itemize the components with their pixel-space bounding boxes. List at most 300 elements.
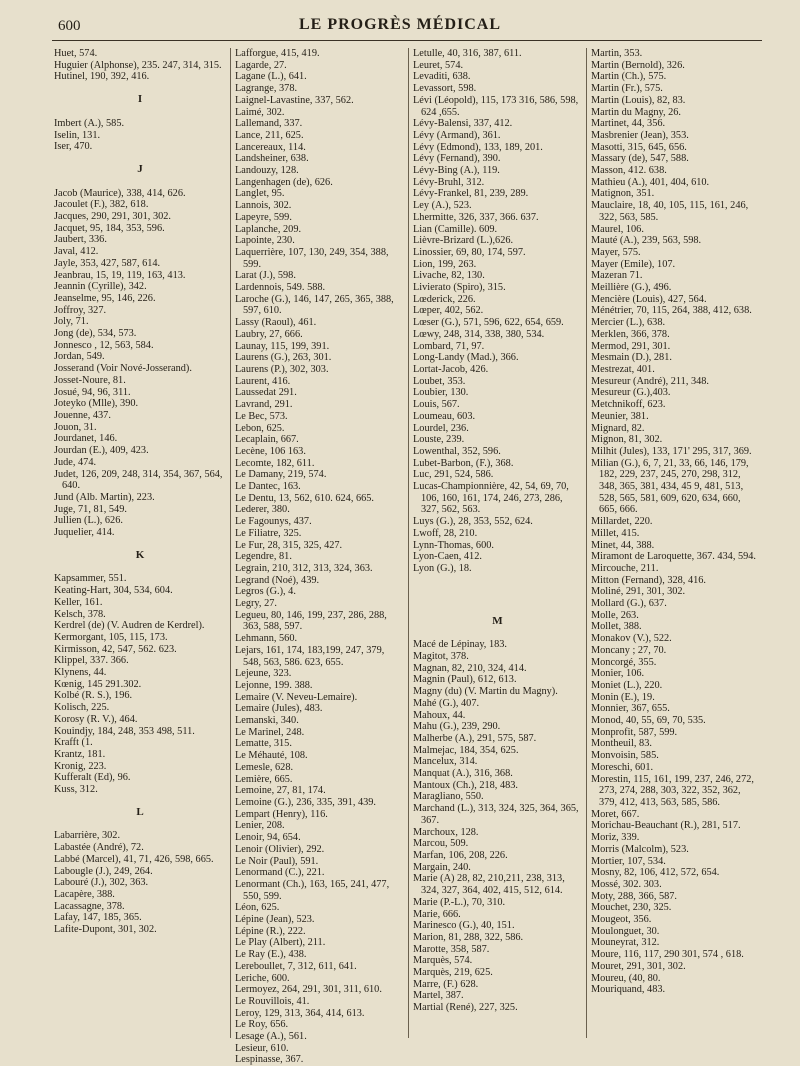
index-entry: Meunier, 381. [591, 410, 649, 422]
index-column-1 [52, 48, 230, 1038]
index-entry: Lereboullet, 7, 312, 611, 641. [235, 960, 357, 972]
index-entry: Klippel, 337. 366. [54, 655, 129, 667]
index-entry: Lance, 211, 625. [235, 129, 304, 141]
index-entry: Krafft (1. [54, 737, 93, 749]
index-column-2 [230, 48, 408, 1066]
index-entry: Léon, 625. [235, 902, 280, 914]
index-entry: Lwoff, 28, 210. [413, 527, 478, 539]
index-entry: Lévy (Armand), 361. [413, 129, 501, 141]
index-entry: Klynens, 44. [54, 667, 107, 679]
index-entry: Mignard, 82. [591, 422, 645, 434]
index-entry: Le Méhauté, 108. [235, 750, 308, 762]
index-entry: Mantoux (Ch.), 218, 483. [413, 779, 518, 791]
index-entry: Le Rouvillois, 41. [235, 995, 310, 1007]
index-entry: Kerdrel (de) (V. Audren de Kerdrel). [54, 620, 205, 632]
index-entry: Lyon (G.), 18. [413, 562, 472, 574]
index-entry: Magny (du) (V. Martin du Magny). [413, 686, 558, 698]
index-entry: Mougeot, 356. [591, 914, 652, 926]
index-entry: Lecène, 106 163. [235, 445, 306, 457]
index-entry: Lacapère, 388. [54, 889, 115, 900]
index-entry: Lagarde, 27. [235, 59, 287, 71]
index-entry: Keller, 161. [54, 596, 103, 608]
index-entry: Le Noir (Paul), 591. [235, 855, 319, 867]
index-entry: Lemière, 665. [235, 773, 293, 785]
index-entry: Marion, 81, 288, 322, 586. [413, 931, 524, 943]
index-entry: Mortier, 107, 534. [591, 855, 666, 867]
index-entry: Legrain, 210, 312, 313, 324, 363. [235, 562, 373, 574]
index-entry: Laplanche, 209. [235, 223, 302, 235]
index-entry: Lenoir, 94, 654. [235, 832, 301, 844]
index-entry: Lombard, 71, 97. [413, 340, 485, 352]
index-entry: Legendre, 81. [235, 551, 292, 563]
index-entry: Jacques, 290, 291, 301, 302. [54, 211, 171, 223]
index-entry: Lavrand, 291. [235, 399, 293, 411]
index-entry: Laquerrière, 107, 130, 249, 354, 388, 599. [235, 246, 389, 270]
index-entry: Marchand (L.), 313, 324, 325, 364, 365, 367. [413, 803, 579, 826]
index-entry: Morichau-Beauchant (R.), 281, 517. [591, 820, 741, 832]
index-entry: Kelsch, 378. [54, 608, 106, 620]
index-entry: Martin (Ch.), 575. [591, 71, 667, 83]
index-entry: Lenormand (C.), 221. [235, 867, 325, 879]
index-entry: Massary (de), 547, 588. [591, 153, 689, 165]
index-entry: Martin (Louis), 82, 83. [591, 94, 686, 106]
index-entry: Jacquet, 95, 184, 353, 596. [54, 222, 165, 234]
index-entry: Launay, 115, 199, 391. [235, 340, 330, 352]
index-entry: Milian (G.), 6, 7, 21, 33, 66, 146, 179, 182, 229, 237, 245, 270, 298, 312, 348, 365, 381, 434, 45 9, 481, 513, 528, 565, 581, 609, 620, 634, 660, 665, 666. [591, 457, 749, 516]
index-entry: Levaditi, 638. [413, 71, 471, 83]
index-entry: Lowenthal, 352, 596. [413, 445, 501, 457]
section-spacer [413, 575, 582, 605]
page-header [0, 0, 800, 42]
index-entry: Levassort, 598. [413, 83, 477, 95]
index-entry: Labarrière, 302. [54, 830, 121, 842]
index-entry: Imbert (A.), 585. [54, 117, 125, 129]
index-entry: Marie, 666. [413, 908, 461, 920]
index-entry: Moreschi, 601. [591, 761, 654, 773]
index-entry: Le Bec, 573. [235, 410, 288, 422]
section-letter-heading: K [135, 548, 145, 561]
index-entry: Luys (G.), 28, 353, 552, 624. [413, 516, 533, 528]
index-entry: Monnier, 367, 655. [591, 703, 670, 715]
index-entry: Martel, 387. [413, 990, 464, 1002]
index-entry: Laussedat 291. [235, 387, 297, 399]
index-entry: Lecomte, 182, 611. [235, 457, 315, 469]
index-entry: Lévy (Fernand), 390. [413, 153, 501, 165]
index-entry: Jong (de), 534, 573. [54, 328, 137, 340]
index-entry: Lafforgue, 415, 419. [235, 48, 320, 59]
index-entry: Judet, 126, 209, 248, 314, 354, 367, 564, 640. [54, 468, 223, 492]
index-entry: Mestrezat, 401. [591, 363, 655, 375]
index-entry: Lenormant (Ch.), 163, 165, 241, 477, 550, 599. [235, 878, 390, 902]
index-entry: Montheuil, 83. [591, 738, 652, 750]
index-entry: Macé de Lépinay, 183. [413, 639, 507, 651]
index-entry: Iselin, 131. [54, 129, 101, 141]
index-entry: Kolbé (R. S.), 196. [54, 690, 133, 702]
index-entry: Lejars, 161, 174, 183,199, 247, 379, 548, 563, 586. 623, 655. [235, 644, 385, 668]
index-entry: Marchoux, 128. [413, 826, 479, 838]
index-entry: Kapsammer, 551. [54, 573, 127, 585]
index-entry: Lévy-Balensi, 337, 412. [413, 118, 513, 130]
index-entry: Milhit (Jules), 133, 171' 295, 317, 369. [591, 445, 752, 457]
index-entry: Mahu (G.), 239, 290. [413, 721, 501, 733]
index-entry: Lafite-Dupont, 301, 302. [54, 924, 157, 936]
index-entry: Lardennois, 549. 588. [235, 282, 326, 294]
index-entry: Joffroy, 327. [54, 304, 107, 316]
index-entry: Mencière (Louis), 427, 564. [591, 293, 707, 305]
index-entry: Moncorgé, 355. [591, 656, 657, 668]
index-entry: Iser, 470. [54, 141, 93, 153]
index-entry: Masotti, 315, 645, 656. [591, 141, 687, 153]
index-entry: Marinesco (G.), 40, 151. [413, 920, 515, 932]
index-entry: Juge, 71, 81, 549. [54, 503, 127, 515]
index-entry: Martin (Fr.), 575. [591, 83, 663, 95]
index-entry: Loubier, 130. [413, 387, 469, 399]
index-entry: Lœderick, 226. [413, 293, 476, 305]
index-entry: Martin (Bernold), 326. [591, 59, 685, 71]
index-entry: Le Dantec, 163. [235, 481, 301, 493]
index-entry: Mignon, 81, 302. [591, 434, 663, 446]
index-entry: Long-Landy (Mad.), 366. [413, 352, 519, 364]
index-entry: Joly, 71. [54, 316, 89, 328]
index-entry: Monod, 40, 55, 69, 70, 535. [591, 715, 706, 727]
index-entry: Langlet, 95. [235, 188, 285, 200]
index-entry: Livache, 82, 130. [413, 270, 485, 282]
index-entry: Larat (J.), 598. [235, 270, 296, 282]
index-entry: Manquat (A.), 316, 368. [413, 768, 513, 780]
index-entry: Josset-Noure, 81. [54, 374, 126, 386]
index-entry: Lespinasse, 367. [235, 1054, 304, 1066]
index-entry: Leuret, 574. [413, 59, 464, 71]
index-column-4 [586, 48, 764, 1038]
index-entry: Loubet, 353. [413, 375, 466, 387]
index-entry: Monvoisin, 585. [591, 750, 659, 762]
index-entry: Mouneyrat, 312. [591, 937, 660, 949]
index-entry: Martin du Magny, 26. [591, 106, 681, 118]
index-entry: Lecaplain, 667. [235, 434, 299, 446]
index-entry: Mayer, 575. [591, 246, 641, 258]
index-entry: Lancereaux, 114. [235, 141, 306, 153]
index-entry: Krantz, 181. [54, 748, 106, 760]
index-entry: Moty, 288, 366, 587. [591, 890, 677, 902]
index-entry: Jayle, 353, 427, 587, 614. [54, 257, 161, 269]
index-entry: Lœser (G.), 571, 596, 622, 654, 659. [413, 317, 564, 329]
index-entry: Mauté (A.), 239, 563, 598. [591, 235, 702, 247]
index-entry: Meillière (G.), 496. [591, 282, 672, 294]
index-entry: Magnan, 82, 210, 324, 414. [413, 662, 527, 674]
index-entry: Martial (René), 227, 325. [413, 1002, 518, 1014]
index-entry: Mesmain (D.), 281. [591, 352, 672, 364]
index-entry: Lapointe, 230. [235, 235, 295, 247]
index-entry: Jullien (L.), 626. [54, 515, 123, 527]
index-entry: Louis, 567. [413, 399, 460, 411]
index-entry: Magnin (Paul), 612, 613. [413, 674, 517, 686]
index-entry: Mancelux, 314. [413, 756, 478, 768]
index-entry: Lenier, 208. [235, 820, 285, 832]
index-entry: Le Play (Albert), 211. [235, 937, 326, 949]
index-entry: Jacob (Maurice), 338, 414, 626. [54, 187, 186, 199]
index-entry: Lematte, 315. [235, 738, 292, 750]
index-entry: Kufferalt (Ed), 96. [54, 772, 131, 784]
index-entry: Mahé (G.), 407. [413, 697, 480, 709]
index-entry: Le Damany, 219, 574. [235, 469, 327, 481]
index-entry: Jordan, 549. [54, 351, 105, 363]
index-entry: Jonnesco , 12, 563, 584. [54, 339, 154, 351]
index-entry: Morris (Malcolm), 523. [591, 843, 689, 855]
index-entry: Mouret, 291, 301, 302. [591, 960, 686, 972]
index-entry: Ménétrier, 70, 115, 264, 388, 412, 638. [591, 305, 752, 317]
index-entry: Lion, 199, 263. [413, 258, 477, 270]
index-entry: Le Fagounys, 437. [235, 516, 312, 528]
index-entry: Moniet (L.), 220. [591, 679, 663, 691]
index-entry: Mitton (Fernand), 328, 416. [591, 574, 706, 586]
index-entry: Labouré (J.), 302, 363. [54, 877, 149, 889]
index-entry: Jouenne, 437. [54, 409, 111, 421]
index-entry: Jeanselme, 95, 146, 226. [54, 292, 156, 304]
section-letter-heading: L [136, 805, 144, 818]
index-entry: Metchnikoff, 623. [591, 399, 666, 411]
index-entry: Lejonne, 199. 388. [235, 679, 313, 691]
index-entry: Monier, 106. [591, 668, 645, 680]
index-entry: Mouchet, 230, 325. [591, 902, 672, 914]
index-entry: Le Filiatre, 325. [235, 527, 302, 539]
index-entry: Labougle (J.), 249, 264. [54, 865, 153, 877]
index-entry: Huguier (Alphonse), 235. 247, 314, 315. [54, 59, 222, 71]
index-entry: Le Marinel, 248. [235, 726, 305, 738]
index-entry: Kermorgant, 105, 115, 173. [54, 631, 168, 643]
index-entry: Javal, 412. [54, 246, 99, 258]
index-entry: Laurens (G.), 263, 301. [235, 352, 332, 364]
index-entry: Marre, (F.) 628. [413, 978, 479, 990]
section-letter-heading: J [137, 162, 143, 175]
index-entry: Lépine (R.), 222. [235, 925, 306, 937]
index-entry: Jeanbrau, 15, 19, 119, 163, 413. [54, 269, 186, 281]
index-entry: Korosy (R. V.), 464. [54, 713, 138, 725]
index-entry: Le Dentu, 13, 562, 610. 624, 665. [235, 492, 374, 504]
index-entry: Lemesle, 628. [235, 761, 294, 773]
index-entry: Mollard (G.), 637. [591, 598, 667, 610]
index-entry: Le Roy, 656. [235, 1019, 289, 1031]
index-entry: Lourdel, 236. [413, 422, 469, 434]
index-entry: Molle, 263. [591, 609, 639, 621]
index-entry: Louste, 239. [413, 434, 465, 446]
index-entry: Lapeyre, 599. [235, 211, 292, 223]
index-entry: Moriz, 339. [591, 832, 640, 844]
index-entry: Marquès, 574. [413, 955, 473, 967]
index-entry: Laignel-Lavastine, 337, 562. [235, 94, 354, 106]
index-entry: Lafay, 147, 185, 365. [54, 912, 142, 924]
index-entry: Jeannin (Cyrille), 342. [54, 281, 147, 293]
index-entry: Marotte, 358, 587. [413, 943, 490, 955]
index-entry: Mouriquand, 483. [591, 984, 666, 996]
index-entry: Legueu, 80, 146, 199, 237, 286, 288, 363, 588, 597. [235, 609, 387, 633]
index-entry: Lian (Camille). 609. [413, 223, 498, 235]
index-entry: Le Fur, 28, 315, 325, 427. [235, 539, 343, 551]
index-entry: Jourdan (E.), 409, 423. [54, 445, 149, 457]
index-entry: Lortat-Jacob, 426. [413, 363, 489, 375]
index-entry: Kuss, 312. [54, 784, 98, 796]
section-letter-heading: I [137, 93, 143, 106]
index-entry: Jund (Alb. Martin), 223. [54, 491, 155, 503]
index-entry: Lévy (Edmond), 133, 189, 201. [413, 141, 543, 153]
index-entry: Keating-Hart, 304, 534, 604. [54, 585, 173, 597]
index-entry: Josué, 94, 96, 311. [54, 386, 131, 398]
index-entry: Lemaire (Jules), 483. [235, 703, 323, 715]
index-entry: Monprofit, 587, 599. [591, 726, 678, 738]
index-entry: Lehmann, 560. [235, 633, 298, 645]
index-entry: Mesureur (G.),403. [591, 387, 671, 399]
index-entry: Maurel, 106. [591, 223, 644, 235]
index-entry: Lemoine, 27, 81, 174. [235, 785, 326, 797]
index-entry: Lévy-Bing (A.), 119. [413, 165, 500, 177]
index-entry: Letulle, 40, 316, 387, 611. [413, 48, 522, 59]
index-entry: Labastée (André), 72. [54, 842, 144, 854]
index-entry: Mauclaire, 18, 40, 105, 115, 161, 246, 322, 563, 585. [591, 200, 749, 223]
index-entry: Jouon, 31. [54, 421, 97, 433]
index-entry: Jourdanet, 146. [54, 433, 118, 445]
index-entry: Kolisch, 225. [54, 702, 110, 714]
index-entry: Jaubert, 336. [54, 234, 107, 246]
index-entry: Hutinel, 190, 392, 416. [54, 71, 150, 83]
index-entry: Millet, 415. [591, 527, 640, 539]
index-entry: Marquès, 219, 625. [413, 967, 493, 979]
index-entry: Marcou, 509. [413, 838, 469, 850]
index-entry: Kœnig, 145 291.302. [54, 678, 142, 690]
index-entry: Labbé (Marcel), 41, 71, 426, 598, 665. [54, 853, 214, 865]
index-entry: Landouzy, 128. [235, 165, 299, 177]
index-entry: Josserand (Voir Nové-Josserand). [54, 363, 192, 375]
index-entry: Lejeune, 323. [235, 668, 292, 680]
index-entry: Moureu, (40, 80. [591, 972, 661, 984]
index-entry: Lynn-Thomas, 600. [413, 539, 494, 551]
index-entry: Lermoyez, 264, 291, 301, 311, 610. [235, 984, 382, 996]
index-entry: Lallemand, 337. [235, 118, 303, 130]
index-entry: Lyon-Caen, 412. [413, 551, 482, 563]
index-entry: Mermod, 291, 301. [591, 340, 671, 352]
index-entry: Malmejac, 184, 354, 625. [413, 744, 519, 756]
index-entry: Millardet, 220. [591, 516, 653, 528]
index-entry: Martin, 353. [591, 48, 643, 59]
index-entry: Moure, 116, 117, 290 301, 574 , 618. [591, 949, 744, 961]
index-entry: Matignon, 351. [591, 188, 655, 200]
index-entry: Minet, 44, 388. [591, 539, 655, 551]
index-entry: Lempart (Henry), 116. [235, 808, 328, 820]
index-entry: Maragliano, 550. [413, 791, 484, 803]
index-entry: Lesage (A.), 561. [235, 1031, 307, 1043]
index-entry: Mosny, 82, 106, 412, 572, 654. [591, 867, 720, 879]
index-entry: Lemoine (G.), 236, 335, 391, 439. [235, 797, 376, 808]
index-entry: Masbrenier (Jean), 353. [591, 129, 689, 141]
index-entry: Laroche (G.), 146, 147, 265, 365, 388, 597, 610. [235, 293, 394, 317]
index-entry: Mazeran 71. [591, 270, 643, 282]
journal-title: LE PROGRÈS MÉDICAL [298, 16, 502, 33]
index-entry: Lièvre-Brizard (L.),626. [413, 235, 514, 247]
index-entry: Lépine (Jean), 523. [235, 914, 315, 926]
index-entry: Laimé, 302. [235, 106, 285, 118]
index-entry: Lesieur, 610. [235, 1042, 289, 1054]
index-entry: Kouindjy, 184, 248, 353 498, 511. [54, 725, 195, 737]
index-entry: Legrand (Noé), 439. [235, 574, 320, 586]
index-entry: Mercier (L.), 638. [591, 317, 666, 329]
index-entry: Magitot, 378. [413, 651, 469, 663]
index-entry: Marfan, 106, 208, 226. [413, 850, 508, 861]
index-entry: Leriche, 600. [235, 972, 290, 984]
index-entry: Livierato (Spiro), 315. [413, 282, 506, 294]
index-entry: Lévi (Léopold), 115, 173 316, 586, 598, 624 ,655. [413, 94, 579, 118]
index-entry: Moret, 667. [591, 808, 640, 820]
index-entry: Loumeau, 603. [413, 410, 476, 422]
index-entry: Lederer, 380. [235, 504, 290, 516]
index-entry: Lebon, 625. [235, 422, 285, 434]
index-entry: Joteyko (Mlle), 390. [54, 398, 139, 410]
header-rule [52, 40, 762, 41]
index-entry: Margain, 240. [413, 861, 471, 873]
index-entry: Legros (G.), 4. [235, 586, 296, 598]
index-entry: Marie (P.-L.), 70, 310. [413, 896, 506, 908]
index-entry: Jacoulet (F.), 382, 618. [54, 199, 149, 211]
index-entry: Miramont de Laroquette, 367. 434, 594. [591, 551, 757, 563]
index-entry: Mollet, 388. [591, 621, 642, 633]
index-column-3 [408, 48, 586, 1038]
index-entry: Lemaire (V. Neveu-Lemaire). [235, 691, 358, 703]
index-entry: Linossier, 69, 80, 174, 597. [413, 246, 526, 258]
index-entry: Ley (A.), 523. [413, 200, 472, 212]
index-columns [52, 48, 764, 1066]
index-entry: Le Ray (E.), 438. [235, 949, 307, 961]
index-entry: Lévy-Frankel, 81, 239, 289. [413, 188, 529, 200]
index-entry: Monakov (V.), 522. [591, 633, 672, 645]
index-entry: Martinet, 44, 356. [591, 118, 666, 130]
index-entry: Merklen, 366, 378. [591, 328, 670, 340]
index-entry: Mircouche, 211. [591, 562, 659, 574]
section-letter-heading: M [492, 614, 503, 627]
index-entry: Lévy-Bruhl, 312. [413, 176, 485, 188]
index-entry: Lenoir (Olivier), 292. [235, 843, 325, 855]
page-number: 600 [58, 18, 81, 34]
index-entry: Marie (A) 28, 82, 210,211, 238, 313, 324, 327, 364, 402, 415, 512, 614. [413, 873, 565, 897]
index-entry: Lucas-Championnière, 42, 54, 69, 70, 106, 160, 161, 174, 246, 273, 286, 327, 562, 563. [413, 481, 569, 516]
index-entry: Laurent, 416. [235, 375, 291, 387]
index-entry: Lemanski, 340. [235, 715, 299, 727]
index-entry: Laurens (P.), 302, 303. [235, 363, 329, 375]
index-entry: Lacassagne, 378. [54, 900, 125, 912]
index-entry: Juquelier, 414. [54, 527, 115, 539]
index-entry: Morestin, 115, 161, 199, 237, 246, 272, 273, 274, 288, 303, 322, 352, 362, 379, 412, 413, 563, 585, 586. [591, 773, 754, 808]
index-entry: Lhermitte, 326, 337, 366. 637. [413, 211, 539, 223]
index-entry: Malherbe (A.), 291, 575, 587. [413, 732, 537, 744]
index-entry: Mesureur (André), 211, 348. [591, 375, 710, 387]
index-entry: Mossé, 302. 303. [591, 878, 662, 890]
index-entry: Luc, 291, 524, 586. [413, 469, 494, 481]
index-entry: Leroy, 129, 313, 364, 414, 613. [235, 1007, 365, 1019]
index-entry: Moulonguet, 30. [591, 925, 660, 937]
index-entry: Kronig, 223. [54, 760, 107, 772]
index-entry: Lubet-Barbon, (F.), 368. [413, 457, 514, 469]
index-entry: Mathieu (A.), 401, 404, 610. [591, 176, 710, 188]
index-entry: Lœper, 402, 562. [413, 305, 484, 317]
index-entry: Lagrange, 378. [235, 83, 298, 95]
index-entry: Langenhagen (de), 626. [235, 176, 333, 188]
index-entry: Lœwy, 248, 314, 338, 380, 534. [413, 328, 545, 340]
index-entry: Legry, 27. [235, 598, 277, 610]
index-entry: Moncany ; 27, 70. [591, 644, 667, 656]
index-entry: Moliné, 291, 301, 302. [591, 586, 686, 598]
index-entry: Masson, 412. 638. [591, 165, 667, 177]
index-entry: Lassy (Raoul), 461. [235, 317, 317, 329]
index-entry: Lagane (L.), 641. [235, 71, 307, 83]
index-entry: Lannois, 302. [235, 200, 292, 212]
index-entry: Landsheiner, 638. [235, 153, 309, 165]
index-entry: Laubry, 27, 666. [235, 328, 303, 340]
